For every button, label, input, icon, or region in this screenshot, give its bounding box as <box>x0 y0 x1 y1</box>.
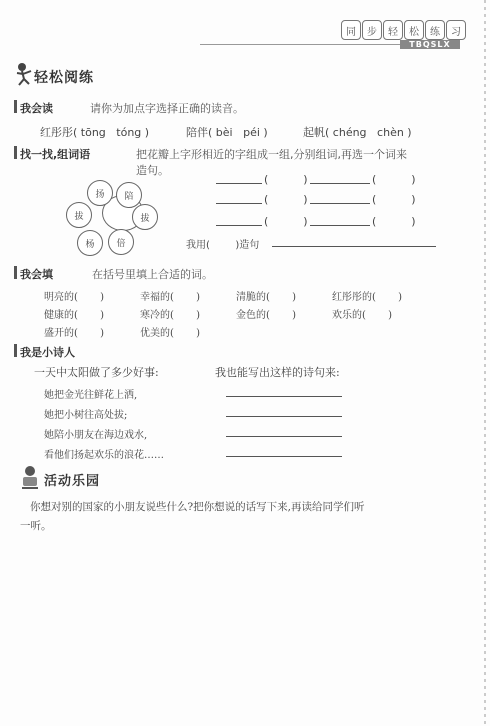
kid-runner-icon <box>14 62 34 86</box>
poem-line: 她把小树往高处拔; <box>44 410 128 421</box>
fill-item: 寒冷的( ) <box>140 310 201 321</box>
fill-item: 红彤彤的( ) <box>332 292 403 303</box>
answer-blank[interactable] <box>310 183 370 184</box>
poem-line: 看他们扬起欢乐的浪花…… <box>44 450 164 461</box>
section-title-read: 我会读 <box>20 102 53 115</box>
flower-petal: 拔 <box>132 204 158 230</box>
header-char: 习 <box>446 20 466 40</box>
flower-petal: 扬 <box>87 180 113 206</box>
banner-title: 活动乐园 <box>44 474 101 489</box>
sentence-line: 我用( )造句 <box>186 240 260 251</box>
section-marker <box>14 146 17 159</box>
section-marker <box>14 266 17 279</box>
activity-text: 你想对别的国家的小朋友说些什么?把你想说的话写下来,再读给同学们听 <box>30 501 365 513</box>
kid-reading-icon <box>18 464 42 490</box>
section-instruction: 在括号里填上合适的词。 <box>92 268 213 281</box>
fill-item: 盛开的( ) <box>44 328 105 339</box>
flower-petal: 拔 <box>66 202 92 228</box>
fill-item: 金色的( ) <box>236 310 297 321</box>
section-title-find: 找一找,组词语 <box>20 148 91 161</box>
flower-petal: 杨 <box>77 230 103 256</box>
header-char: 练 <box>425 20 445 40</box>
pinyin-item: 红彤彤( tōng tóng ) <box>40 126 150 139</box>
section-instruction: 造句。 <box>136 164 169 177</box>
poem-answer-blank[interactable] <box>226 456 342 457</box>
section-instruction: 把花瓣上字形相近的字组成一组,分别组词,再选一个词来 <box>136 148 407 161</box>
section-marker <box>14 100 17 113</box>
poem-prompt: 我也能写出这样的诗句来: <box>215 366 340 379</box>
pinyin-item: 陪伴( bèi péi ) <box>186 126 268 139</box>
poem-answer-blank[interactable] <box>226 436 342 437</box>
section-title-poet: 我是小诗人 <box>20 346 75 359</box>
header-char: 同 <box>341 20 361 40</box>
flower-petal: 倍 <box>108 229 134 255</box>
fill-item: 欢乐的( ) <box>332 310 393 321</box>
section-marker <box>14 344 17 357</box>
header-code: TBQSLX <box>400 40 460 49</box>
page-binding-edge <box>478 0 490 726</box>
activity-text: 一听。 <box>20 520 52 532</box>
fill-item: 清脆的( ) <box>236 292 297 303</box>
section-title-fill: 我会填 <box>20 268 53 281</box>
poem-line: 她陪小朋友在海边戏水, <box>44 430 148 441</box>
poem-answer-blank[interactable] <box>226 416 342 417</box>
header-char: 松 <box>404 20 424 40</box>
fill-item: 幸福的( ) <box>140 292 201 303</box>
header-rule <box>200 44 400 45</box>
fill-item: 优美的( ) <box>140 328 201 339</box>
answer-blank[interactable] <box>310 225 370 226</box>
fill-item: 明亮的( ) <box>44 292 105 303</box>
sentence-blank[interactable] <box>272 246 436 247</box>
section-instruction: 请你为加点字选择正确的读音。 <box>90 102 244 115</box>
fill-item: 健康的( ) <box>44 310 105 321</box>
answer-blank[interactable] <box>216 203 262 204</box>
poem-question: 一天中太阳做了多少好事: <box>34 366 159 379</box>
answer-blank[interactable] <box>216 225 262 226</box>
poem-answer-blank[interactable] <box>226 396 342 397</box>
header-char: 步 <box>362 20 382 40</box>
pinyin-item: 起帆( chéng chèn ) <box>303 126 412 139</box>
answer-blank[interactable] <box>310 203 370 204</box>
banner-title: 轻松阅练 <box>34 70 94 86</box>
answer-blank[interactable] <box>216 183 262 184</box>
flower-petal: 陪 <box>116 182 142 208</box>
header-char: 轻 <box>383 20 403 40</box>
poem-line: 她把金光往鲜花上洒, <box>44 390 138 401</box>
